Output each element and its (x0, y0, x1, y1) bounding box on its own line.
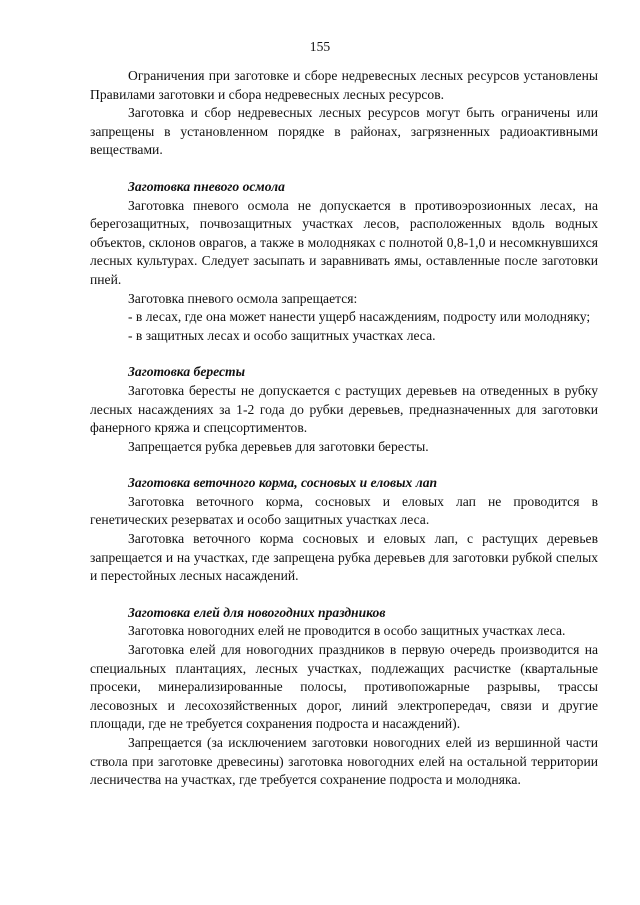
section-paragraph: Заготовка веточного корма сосновых и еловых лап, с растущих деревьев запрещается и на участках, где запрещена рубка деревьев для заготовки рубкой спелых и перестойных лесных насаждений. (90, 531, 598, 584)
section-paragraph: Заготовка елей для новогодних праздников в первую очередь производится на специальных плантациях, лесных участках, подлежащих расчистке (квартальные просеки, минерализированные полосы, противопожарные разрывы, трассы лесовозных и лесохозяйственных дорог, линий электропередач, связи и другие площади, где не требуется сохранения подроста и насаждений). (90, 642, 598, 732)
section-paragraph: Заготовка бересты не допускается с растущих деревьев на отведенных в рубку лесных насаждениях за 1-2 года до рубки деревьев, предназначенных для заготовки фанерного кряжа и спецсортиментов. (90, 382, 598, 436)
list-item: - в лесах, где она может нанести ущерб насаждениям, подросту или молодняку; (128, 309, 591, 325)
section-paragraph: Запрещается рубка деревьев для заготовки бересты. (128, 438, 429, 454)
section-gap (90, 160, 598, 178)
section-paragraph: Заготовка пневого осмола не допускается в противоэрозионных лесах, на берегозащитных, почвозащитных участках лесов, расположенных вдоль водных объектов, склонов оврагов, а также в молодняках с полнотой 0,8-1,0 и несомкнувшихся лесных культурах. Следует засыпать и заравнивать ямы, оставленные после заготовки пней. (90, 197, 598, 287)
section-heading: Заготовка пневого осмола (128, 178, 285, 194)
list-item: - в защитных лесах и особо защитных участках леса. (128, 327, 436, 343)
section-paragraph: Запрещается (за исключением заготовки новогодних елей из вершинной части ствола при заготовке древесины) заготовка новогодних елей на остальной территории лесничества на участках, где требуется сохранение подроста и молодняка. (90, 735, 598, 788)
section-heading: Заготовка бересты (128, 364, 246, 380)
intro-paragraph: Заготовка и сбор недревесных лесных ресурсов могут быть ограничены или запрещены в установленном порядке в районах, загрязненных радиоактивными веществами. (90, 105, 598, 158)
section-heading: Заготовка елей для новогодних праздников (128, 604, 386, 620)
section-paragraph: Заготовка пневого осмола запрещается: (128, 290, 358, 306)
intro-paragraph: Ограничения при заготовке и сборе недревесных лесных ресурсов установлены Правилами заготовки и сбора недревесных лесных ресурсов. (90, 68, 598, 102)
page-number: 155 (309, 39, 331, 54)
section-paragraph: Заготовка веточного корма, сосновых и еловых лап не проводится в генетических резерватах и особо защитных участках леса. (90, 493, 598, 528)
section-paragraph: Заготовка новогодних елей не проводится в особо защитных участках леса. (128, 623, 566, 639)
section-gap (90, 586, 598, 604)
section-gap (90, 456, 598, 474)
page-content (90, 67, 598, 790)
section-gap (90, 345, 598, 363)
section-heading: Заготовка веточного корма, сосновых и еловых лап (128, 475, 438, 491)
